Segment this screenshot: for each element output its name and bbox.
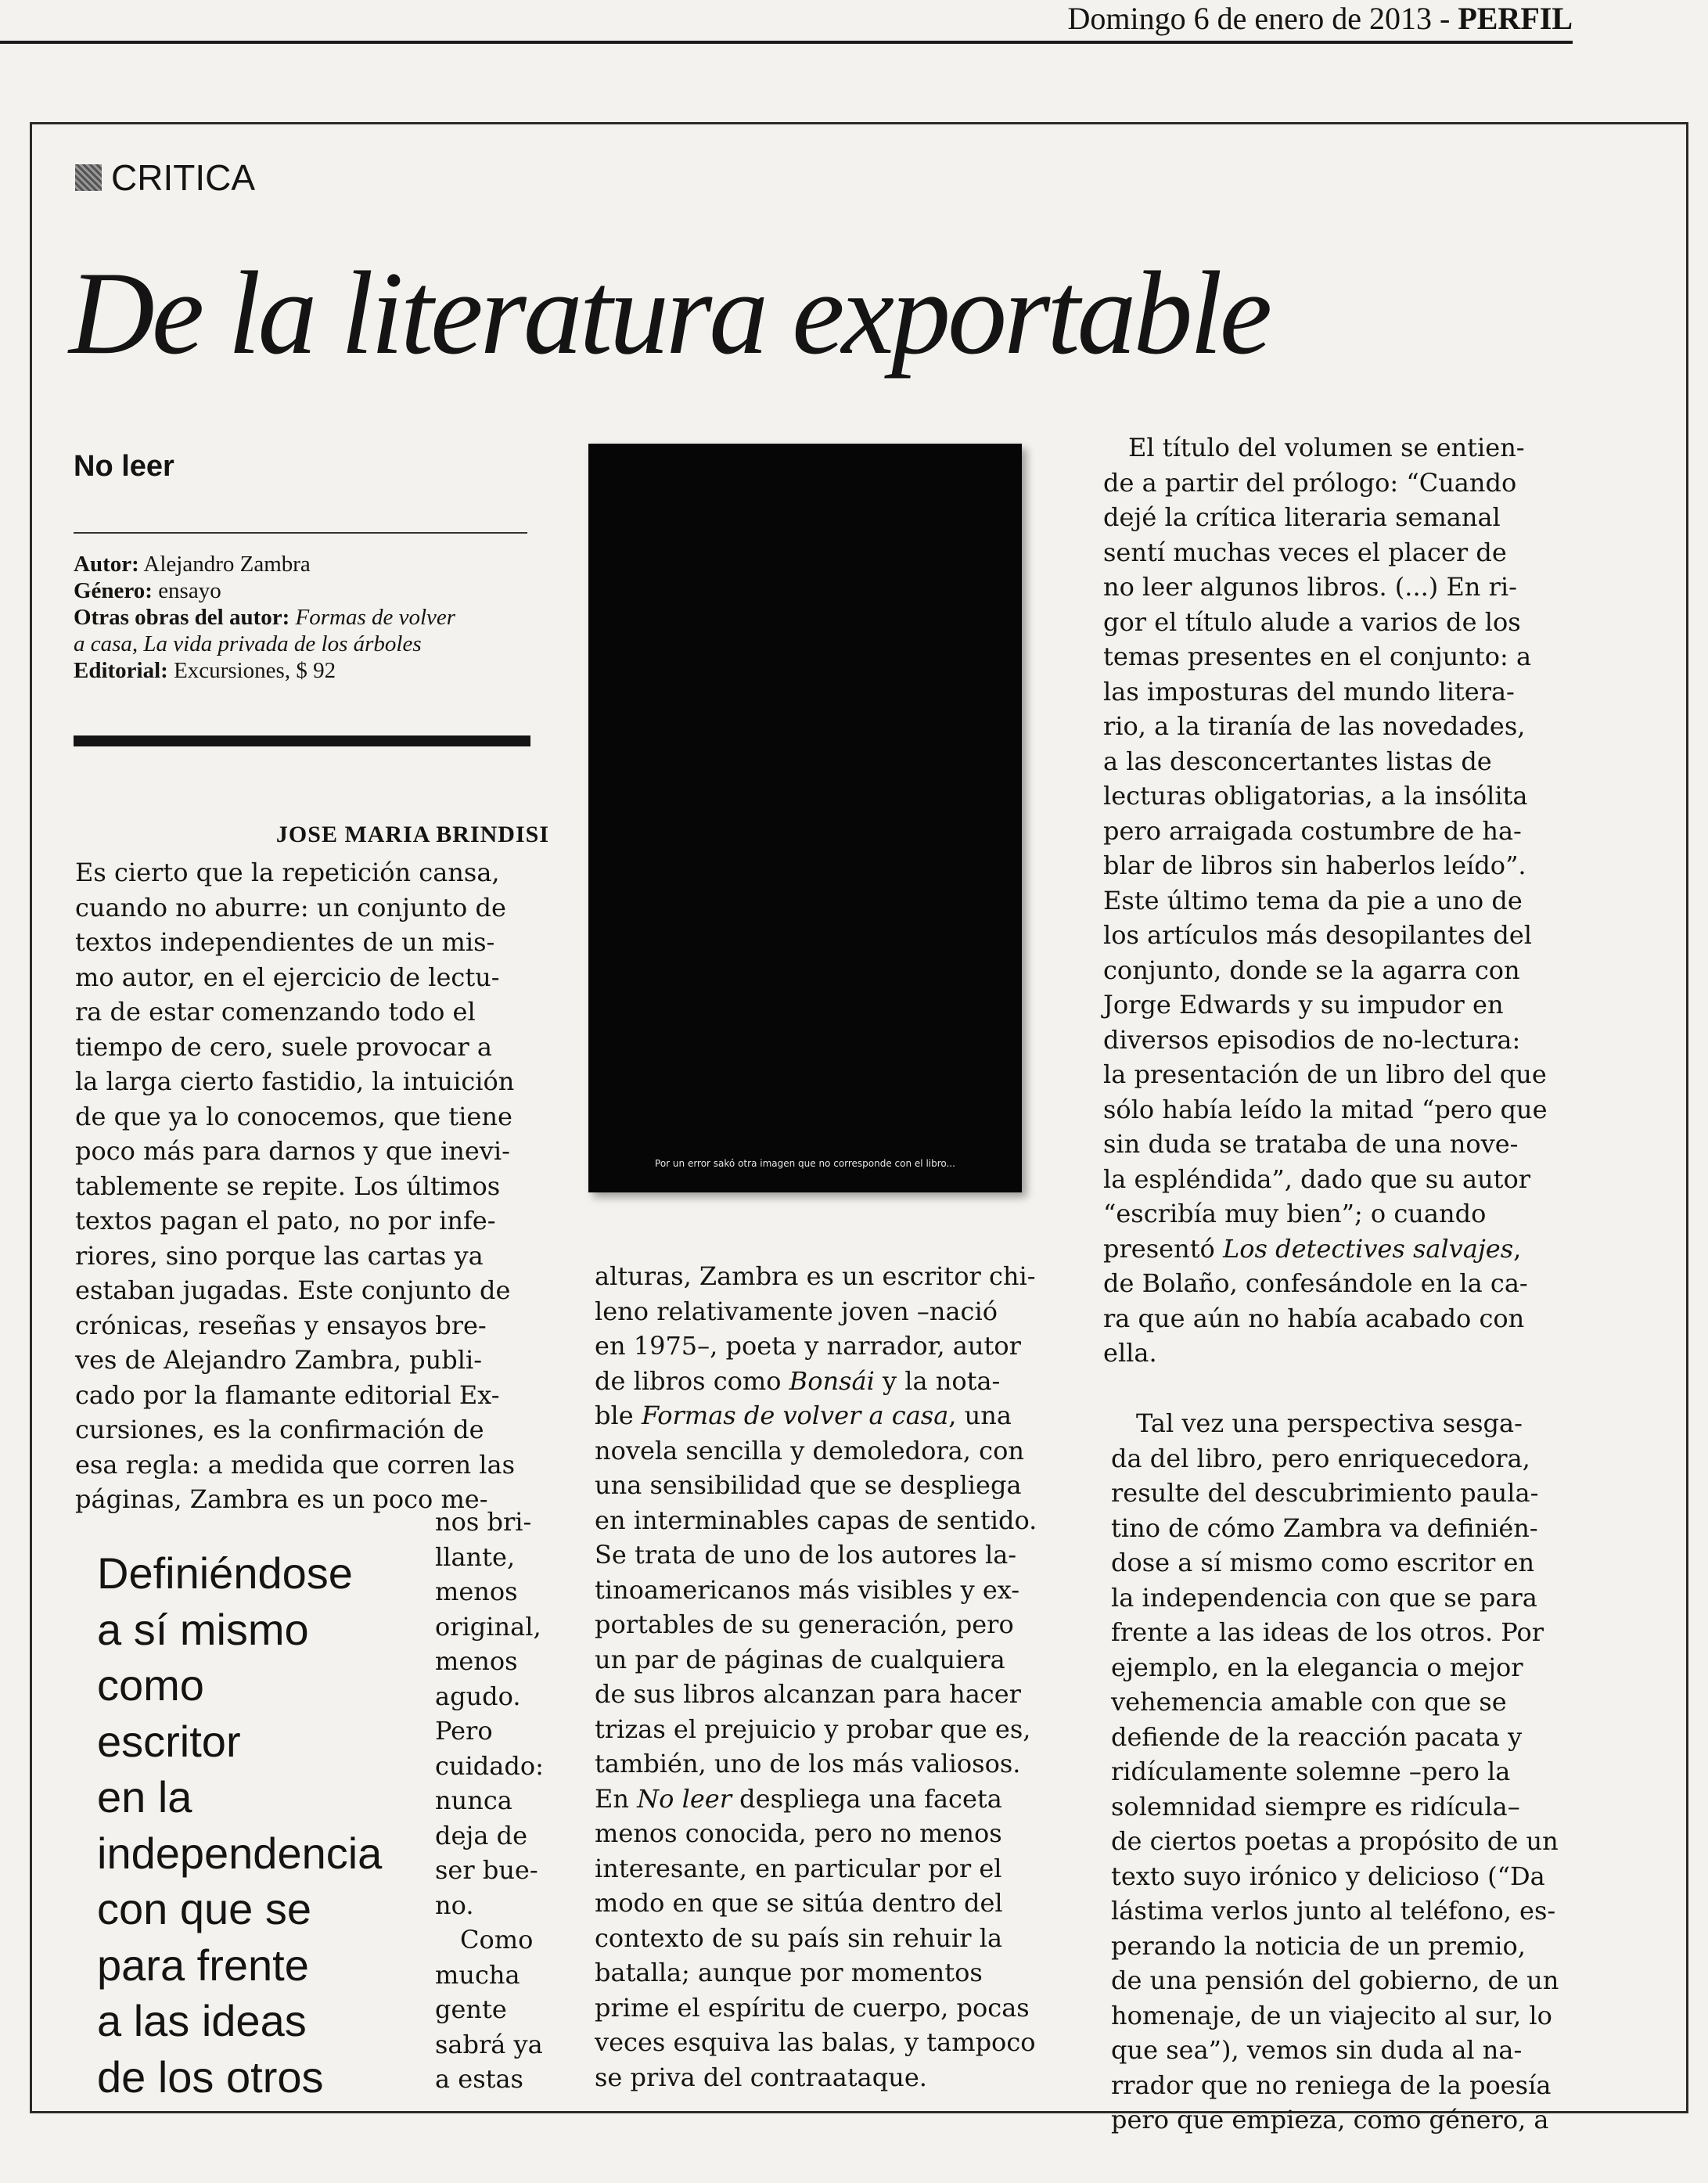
headline: De la literatura exportable xyxy=(69,247,1270,379)
text-line: textos independientes de un mis- xyxy=(75,927,495,957)
section-name: CRITICA xyxy=(111,157,255,198)
text-line: veces esquiva las balas, y tampoco xyxy=(595,2027,1036,2057)
text-line: Este último tema da pie a uno de xyxy=(1103,885,1523,915)
book-title-ref: Los detectives salvajes xyxy=(1222,1233,1514,1264)
text-line: no. xyxy=(435,1890,474,1920)
other-works-row-2 xyxy=(74,631,543,657)
text-line: textos pagan el pato, no por infe- xyxy=(75,1206,496,1235)
text-line: en interminables capas de sentido. xyxy=(595,1505,1037,1535)
text-line: contexto de su país sin rehuir la xyxy=(595,1922,1003,1953)
text-line: prime el espíritu de cuerpo, pocas xyxy=(595,1992,1030,2023)
text-line: cado por la flamante editorial Ex- xyxy=(75,1379,500,1410)
text-line: nos bri- xyxy=(435,1507,532,1537)
publisher-value: Excursiones, $ 92 xyxy=(174,658,336,683)
text-line: que sea”), vemos sin duda al na- xyxy=(1111,2035,1523,2065)
masthead xyxy=(0,0,1573,44)
text-line: leno relativamente joven –nació xyxy=(595,1296,998,1326)
byline: JOSE MARIA BRINDISI xyxy=(275,822,549,847)
text-run: y la nota- xyxy=(874,1365,1001,1396)
text-line: mucha xyxy=(435,1959,520,1990)
pull-quote-line: para frente xyxy=(97,1940,309,1990)
text-line: menos conocida, pero no menos xyxy=(595,1818,1002,1848)
text-line: esa regla: a medida que corren las xyxy=(75,1449,516,1480)
text-line: ra de estar comenzando todo el xyxy=(75,997,476,1027)
book-facts xyxy=(74,551,543,684)
text-line: agudo. xyxy=(435,1681,521,1711)
pull-quote-line: con que se xyxy=(97,1884,311,1933)
text-line: los artículos más desopilantes del xyxy=(1103,920,1532,950)
text-line: de una pensión del gobierno, de un xyxy=(1111,1965,1559,1995)
thick-divider xyxy=(74,735,530,746)
text-line: la independencia con que se para xyxy=(1111,1582,1537,1613)
column-3-continued xyxy=(1111,1406,1590,2138)
text-line: también, uno de los más valiosos. xyxy=(595,1749,1021,1778)
text-line xyxy=(595,1782,1075,1817)
book-title-ref: Bonsái xyxy=(789,1365,875,1396)
text-line: las imposturas del mundo litera- xyxy=(1103,676,1515,707)
other-works-row xyxy=(74,604,543,631)
text-line: da del libro, pero enriquecedora, xyxy=(1111,1443,1530,1473)
text-line: resulte del descubrimiento paula- xyxy=(1111,1478,1539,1508)
text-line: nunca xyxy=(435,1786,512,1815)
text-line: tino de cómo Zambra va definién- xyxy=(1111,1512,1538,1543)
column-2 xyxy=(595,1259,1075,2095)
text-line: crónicas, reseñas y ensayos bre- xyxy=(75,1310,487,1340)
text-line: pero que empieza, como género, a xyxy=(1111,2105,1549,2134)
column-1-narrow xyxy=(435,1505,560,2097)
text-line: una sensibilidad que se despliega xyxy=(595,1470,1022,1500)
text-line: ella. xyxy=(1103,1338,1157,1368)
text-line: gente xyxy=(435,1994,507,2024)
text-line: la espléndida”, dado que su autor xyxy=(1103,1163,1531,1194)
text-line: blar de libros sin haberlos leído”. xyxy=(1103,851,1526,880)
text-line: pero arraigada costumbre de ha- xyxy=(1103,815,1522,846)
text-line: la presentación de un libro del que xyxy=(1103,1059,1547,1089)
text-line xyxy=(1103,1232,1582,1267)
book-title-ref: Formas de volver a casa xyxy=(641,1401,949,1430)
text-line: mo autor, en el ejercicio de lectu- xyxy=(75,962,500,992)
text-line: conjunto, donde se la agarra con xyxy=(1103,955,1520,985)
issue-date: Domingo 6 de enero de 2013 - xyxy=(1067,1,1458,36)
text-line: Es cierto que la repetición cansa, xyxy=(75,858,500,887)
text-line: tinoamericanos más visibles y ex- xyxy=(595,1574,1020,1605)
text-line: poco más para darnos y que inevi- xyxy=(75,1136,510,1166)
pull-quote-line: Definiéndose xyxy=(97,1548,353,1598)
text-line: a estas xyxy=(435,2064,523,2094)
text-line: deja de xyxy=(435,1820,528,1850)
text-line: modo en que se sitúa dentro del xyxy=(595,1888,1003,1918)
text-run: En xyxy=(595,1783,638,1814)
text-line xyxy=(595,1398,1075,1433)
author-row xyxy=(74,551,543,577)
text-line: páginas, Zambra es un poco me- xyxy=(75,1484,488,1514)
text-line: menos xyxy=(435,1646,518,1676)
pull-quote-line: como xyxy=(97,1660,204,1710)
text-line: gor el título alude a varios de los xyxy=(1103,606,1521,637)
text-line: batalla; aunque por momentos xyxy=(595,1958,983,1987)
text-line: solemnidad siempre es ridícula– xyxy=(1111,1791,1520,1822)
pull-quote-line: de los otros xyxy=(97,2052,324,2102)
text-line: la larga cierto fastidio, la intuición xyxy=(75,1066,515,1096)
text-line: “escribía muy bien”; o cuando xyxy=(1103,1199,1487,1228)
text-line: de a partir del prólogo: “Cuando xyxy=(1103,467,1517,498)
publisher-row xyxy=(74,657,543,684)
text-line: frente a las ideas de los otros. Por xyxy=(1111,1617,1544,1647)
text-line: perando la noticia de un premio, xyxy=(1111,1930,1526,1961)
text-line: homenaje, de un viajecito al sur, lo xyxy=(1111,2000,1552,2030)
section-square-icon xyxy=(75,164,102,191)
publication-name: PERFIL xyxy=(1458,1,1573,36)
text-run: ble xyxy=(595,1401,642,1430)
text-line: sin duda se trataba de una nove- xyxy=(1103,1129,1519,1159)
text-line: trizas el prejuicio y probar que es, xyxy=(595,1714,1031,1744)
text-line: lástima verlos junto al teléfono, es- xyxy=(1111,1896,1556,1926)
other-works-value-1: Formas de volver xyxy=(295,605,456,630)
text-line: sabrá ya xyxy=(435,2029,543,2059)
pull-quote xyxy=(97,1545,426,2105)
text-run: de libros como xyxy=(595,1365,789,1396)
text-line: Tal vez una perspectiva sesga- xyxy=(1136,1408,1523,1438)
genre-row xyxy=(74,577,543,604)
text-line: alturas, Zambra es un escritor chi- xyxy=(595,1261,1036,1291)
text-line: de sus libros alcanzan para hacer xyxy=(595,1679,1021,1709)
text-line: de ciertos poetas a propósito de un xyxy=(1111,1826,1559,1856)
other-works-label: Otras obras del autor: xyxy=(74,605,290,630)
text-line: menos xyxy=(435,1577,518,1606)
author-value: Alejandro Zambra xyxy=(143,552,311,577)
text-line: ser bue- xyxy=(435,1855,538,1885)
text-line: de que ya lo conocemos, que tiene xyxy=(75,1101,512,1131)
image-caption: Por un error sakó otra imagen que no corresponde con el libro... xyxy=(655,1158,955,1169)
text-line: tiempo de cero, suele provocar a xyxy=(75,1031,492,1062)
text-line: interesante, en particular por el xyxy=(595,1853,1002,1883)
text-run: , una xyxy=(948,1401,1012,1430)
text-line: un par de páginas de cualquiera xyxy=(595,1644,1005,1674)
text-line: rio, a la tiranía de las novedades, xyxy=(1103,711,1526,741)
text-run: despliega una faceta xyxy=(731,1783,1002,1814)
text-line: defiende de la reacción pacata y xyxy=(1111,1721,1523,1752)
text-line: lecturas obligatorias, a la insólita xyxy=(1103,781,1528,811)
text-run: , xyxy=(1513,1233,1522,1264)
author-label: Autor: xyxy=(74,552,139,577)
text-line: llante, xyxy=(435,1541,516,1572)
book-title: No leer xyxy=(74,450,174,483)
text-line: rrador que no reniega de la poesía xyxy=(1111,2070,1552,2100)
text-line: novela sencilla y demoledora, con xyxy=(595,1435,1024,1466)
pull-quote-line: independencia xyxy=(97,1828,383,1878)
text-line: Pero xyxy=(435,1716,493,1746)
text-line: a las desconcertantes listas de xyxy=(1103,746,1492,776)
text-line: sentí muchas veces el placer de xyxy=(1103,537,1507,567)
book-title-ref: No leer xyxy=(637,1783,732,1814)
text-line: cuidado: xyxy=(435,1750,544,1781)
text-line: Jorge Edwards y su impudor en xyxy=(1103,990,1504,1020)
text-line: estaban jugadas. Este conjunto de xyxy=(75,1275,511,1305)
section-label xyxy=(75,156,255,199)
text-line xyxy=(595,1364,1075,1399)
pull-quote-line: a sí mismo xyxy=(97,1604,309,1654)
text-line: se priva del contraataque. xyxy=(595,2062,927,2092)
publisher-label: Editorial: xyxy=(74,658,168,683)
text-line: ridículamente solemne –pero la xyxy=(1111,1757,1511,1786)
column-1 xyxy=(75,855,554,1517)
divider xyxy=(74,532,527,534)
text-line: sólo había leído la mitad “pero que xyxy=(1103,1094,1548,1124)
book-image-placeholder xyxy=(588,444,1022,1192)
text-run: presentó xyxy=(1103,1233,1223,1264)
other-works-value-2: a casa, La vida privada de los árboles xyxy=(74,631,422,656)
text-line: cursiones, es la confirmación de xyxy=(75,1415,484,1444)
text-line: ejemplo, en la elegancia o mejor xyxy=(1111,1652,1523,1682)
text-line: no leer algunos libros. (...) En ri- xyxy=(1103,572,1517,602)
text-line: riores, sino porque las cartas ya xyxy=(75,1240,484,1271)
text-line: diversos episodios de no-lectura: xyxy=(1103,1024,1521,1055)
text-line: texto suyo irónico y delicioso (“Da xyxy=(1111,1861,1545,1891)
text-line: ra que aún no había acabado con xyxy=(1103,1303,1525,1333)
pull-quote-line: a las ideas xyxy=(97,1996,307,2045)
text-line: original, xyxy=(435,1611,541,1642)
genre-label: Género: xyxy=(74,578,153,603)
text-line: ves de Alejandro Zambra, publi- xyxy=(75,1345,483,1375)
text-line: vehemencia amable con que se xyxy=(1111,1687,1507,1717)
pull-quote-line: escritor xyxy=(97,1716,241,1766)
text-line: temas presentes en el conjunto: a xyxy=(1103,642,1532,671)
text-line: El título del volumen se entien- xyxy=(1128,433,1525,462)
text-line: dejé la crítica literaria semanal xyxy=(1103,502,1501,532)
column-3 xyxy=(1103,430,1582,1371)
text-line: dose a sí mismo como escritor en xyxy=(1111,1548,1535,1577)
text-line: tablemente se repite. Los últimos xyxy=(75,1171,501,1201)
text-line: de Bolaño, confesándole en la ca- xyxy=(1103,1268,1528,1298)
text-line: portables de su generación, pero xyxy=(595,1609,1014,1639)
text-line: Se trata de uno de los autores la- xyxy=(595,1540,1017,1570)
text-line: en 1975–, poeta y narrador, autor xyxy=(595,1331,1021,1361)
genre-value: ensayo xyxy=(158,578,221,603)
text-line: cuando no aburre: un conjunto de xyxy=(75,892,506,922)
text-line: Como xyxy=(460,1925,534,1955)
pull-quote-line: en la xyxy=(97,1772,192,1822)
